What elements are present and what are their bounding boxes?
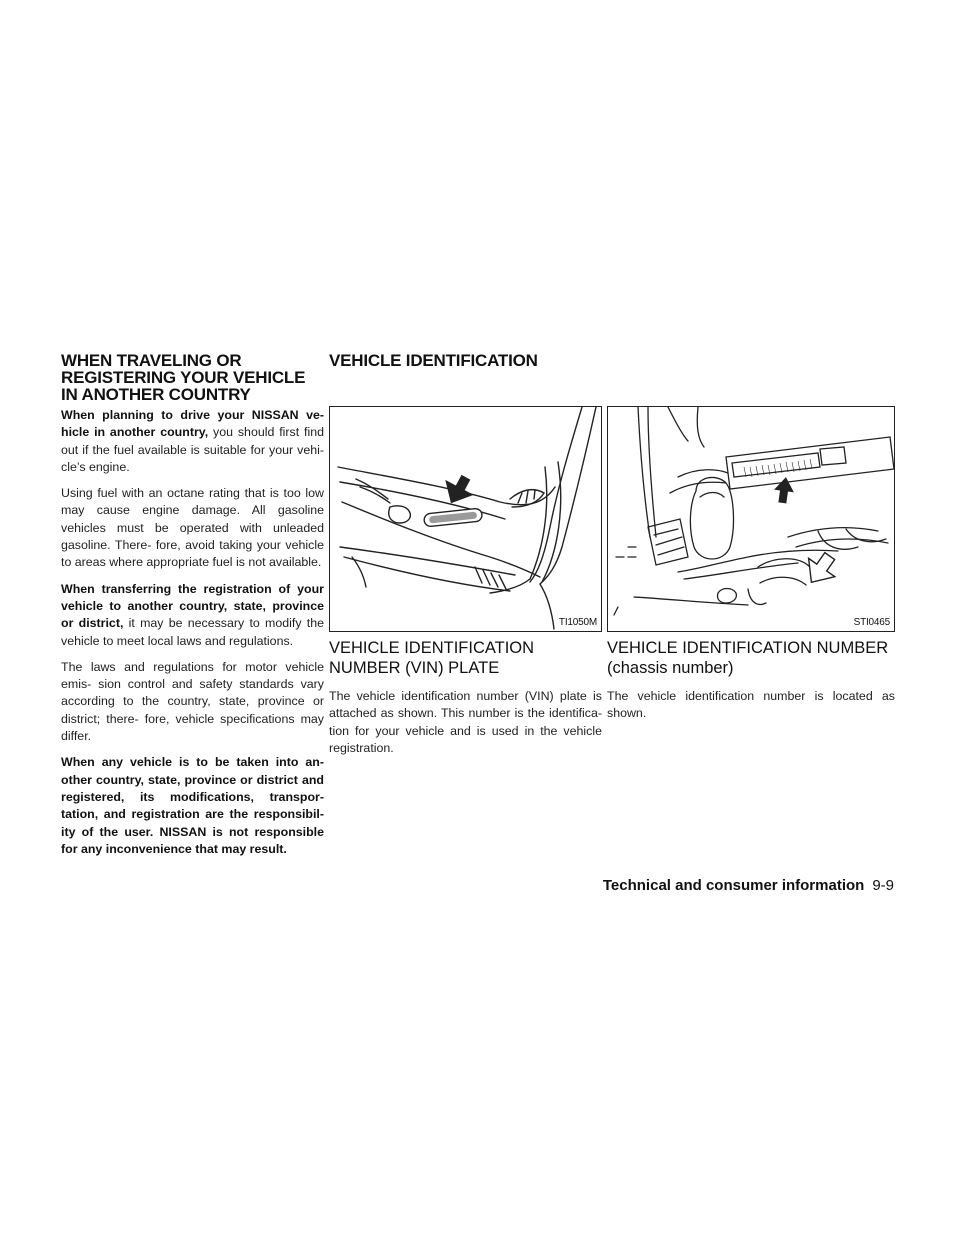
left-column <box>61 352 324 867</box>
paragraph-planning-text: you should first find out if the fuel available is suitable for your vehi- cle’s engine. <box>61 425 324 474</box>
footer-section-title: Technical and consumer information <box>602 877 865 894</box>
paragraph-vin-plate: The vehicle identification number (VIN) plate is attached as shown. This number is the identifica- tion for your vehicle and is used in the vehicle registration. <box>329 689 602 755</box>
vin-plate-illustration <box>329 406 602 632</box>
paragraph-laws: The laws and regulations for motor vehicle emis- sion control and safety standards vary according to the country, state, province or district; there- fore, vehicle specifications may differ. <box>61 659 324 744</box>
paragraph-planning <box>61 407 324 476</box>
paragraph-octane: Using fuel with an octane rating that is too low may cause engine damage. All gasoline vehicles must be operated with unleaded gasoline. There- fore, avoid taking your vehicle to areas where appropriate fuel is not available. <box>61 486 324 570</box>
section-heading-traveling: WHEN TRAVELING OR REGISTERING YOUR VEHICLE IN ANOTHER COUNTRY <box>61 351 306 404</box>
vin-plate-drawing <box>330 407 602 632</box>
page-number: 9-9 <box>872 877 894 894</box>
figure-code-vin-plate: TI1050M <box>558 617 597 628</box>
paragraph-transferring <box>61 581 324 650</box>
paragraph-responsibility <box>61 754 324 858</box>
paragraph-chassis-number: The vehicle identification number is located as shown. <box>607 689 895 721</box>
middle-column-heading-wrap <box>329 352 602 369</box>
chassis-number-drawing <box>608 407 895 632</box>
paragraph-responsibility-bold: When any vehicle is to be taken into an- other country, state, province or district and registered, its modifications, transpor- tation, and registration are the responsibil- ity of the user. NISSAN is not responsible for any inconvenience that may result. <box>61 755 324 856</box>
figure-code-chassis: STI0465 <box>853 617 890 628</box>
paragraph-transferring-bold: When transferring the registration of your vehicle to another country, state, province or district, <box>61 581 324 631</box>
middle-column <box>329 638 602 766</box>
sub-heading-vin-plate: VEHICLE IDENTIFICATION NUMBER (VIN) PLATE <box>329 639 535 677</box>
paragraph-planning-bold: When planning to drive your NISSAN ve- hicle in another country, <box>61 408 324 440</box>
sub-heading-chassis-number: VEHICLE IDENTIFICATION NUMBER (chassis number) <box>607 639 889 677</box>
paragraph-transferring-text: it may be necessary to modify the vehicle to meet local laws and regulations. <box>61 616 324 648</box>
chassis-number-illustration <box>607 406 895 632</box>
right-column <box>607 638 895 732</box>
page-footer <box>603 878 894 894</box>
section-heading-vehicle-identification: VEHICLE IDENTIFICATION <box>329 351 538 370</box>
